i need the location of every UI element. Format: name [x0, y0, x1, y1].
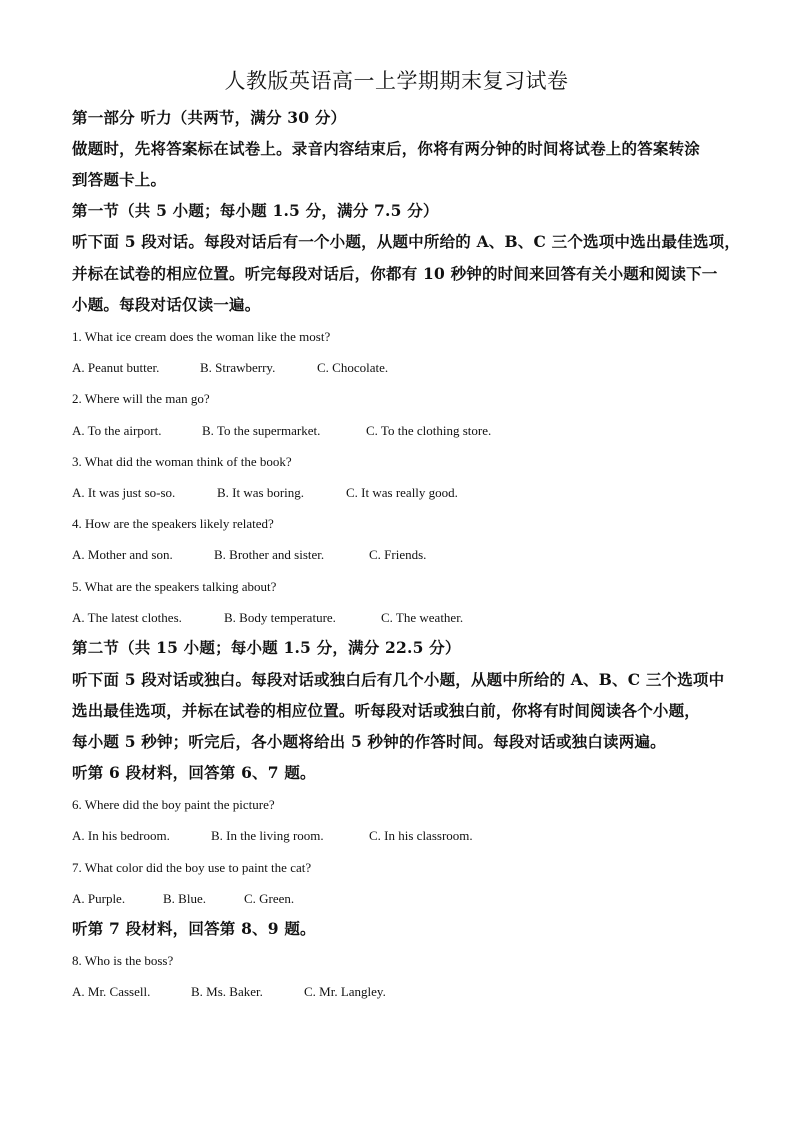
- option-a: A. To the airport.: [72, 423, 162, 438]
- option-a: A. In his bedroom.: [72, 828, 170, 843]
- option-row: [72, 609, 463, 627]
- material-heading: 听第 6 段材料，回答第 6、7 题。: [72, 763, 316, 782]
- question-text: 3. What did the woman think of the book?: [72, 454, 292, 469]
- option-c: C. Chocolate.: [317, 360, 389, 375]
- option-a: A. Peanut butter.: [72, 360, 160, 375]
- section2-instruction-line: 每小题 5 秒钟；听完后，各小题将给出 5 秒钟的作答时间。每段对话或独白读两遍。: [72, 732, 666, 751]
- question-text: 1. What ice cream does the woman like the most?: [72, 329, 331, 344]
- question-text: 4. How are the speakers likely related?: [72, 516, 274, 531]
- option-b: B. Strawberry.: [200, 360, 276, 375]
- option-c: C. Mr. Langley.: [304, 984, 386, 999]
- question-text: 2. Where will the man go?: [72, 391, 210, 406]
- option-b: B. Brother and sister.: [214, 547, 325, 562]
- option-b: B. Blue.: [163, 891, 206, 906]
- section1-instruction-line: 小题。每段对话仅读一遍。: [72, 295, 261, 314]
- option-a: A. Mother and son.: [72, 547, 173, 562]
- question-text: 7. What color did the boy use to paint the cat?: [72, 860, 312, 875]
- question-text: 5. What are the speakers talking about?: [72, 579, 277, 594]
- option-b: B. Ms. Baker.: [191, 984, 263, 999]
- option-row: [72, 546, 426, 564]
- question-text: 6. Where did the boy paint the picture?: [72, 797, 275, 812]
- section1-instruction-line: 并标在试卷的相应位置。听完每段对话后，你都有 10 秒钟的时间来回答有关小题和阅读下一: [72, 264, 718, 283]
- section1-heading: 第一节（共 5 小题；每小题 1.5 分，满分 7.5 分）: [72, 201, 439, 220]
- option-c: C. The weather.: [381, 610, 464, 625]
- option-c: C. Friends.: [369, 547, 427, 562]
- option-c: C. To the clothing store.: [366, 423, 492, 438]
- part1-heading: 第一部分 听力（共两节，满分 30 分）: [72, 108, 347, 127]
- option-c: C. In his classroom.: [369, 828, 473, 843]
- option-row: [72, 359, 388, 377]
- option-b: B. In the living room.: [211, 828, 324, 843]
- section1-instruction-line: 听下面 5 段对话。每段对话后有一个小题，从题中所给的 A、B、C 三个选项中选出最佳选项，: [72, 232, 741, 251]
- section2-instruction-line: 听下面 5 段对话或独白。每段对话或独白后有几个小题，从题中所给的 A、B、C 三个选项中: [72, 670, 725, 689]
- option-a: A. The latest clothes.: [72, 610, 182, 625]
- option-a: A. Mr. Cassell.: [72, 984, 151, 999]
- option-a: A. It was just so-so.: [72, 485, 176, 500]
- question-text: 8. Who is the boss?: [72, 953, 174, 968]
- option-row: [72, 422, 491, 440]
- option-b: B. To the supermarket.: [202, 423, 321, 438]
- option-b: B. It was boring.: [217, 485, 305, 500]
- option-row: [72, 890, 294, 908]
- option-b: B. Body temperature.: [224, 610, 336, 625]
- option-a: A. Purple.: [72, 891, 126, 906]
- option-c: C. Green.: [244, 891, 295, 906]
- material-heading: 听第 7 段材料，回答第 8、9 题。: [72, 919, 316, 938]
- option-c: C. It was really good.: [346, 485, 458, 500]
- section2-instruction-line: 选出最佳选项，并标在试卷的相应位置。听每段对话或独白前，你将有时间阅读各个小题，: [72, 701, 701, 720]
- part1-instruction-line: 做题时，先将答案标在试卷上。录音内容结束后，你将有两分钟的时间将试卷上的答案转涂: [72, 139, 701, 158]
- page-title: 人教版英语高一上学期期末复习试卷: [224, 69, 569, 93]
- option-row: [72, 983, 386, 1001]
- option-row: [72, 484, 458, 502]
- option-row: [72, 827, 473, 845]
- section2-heading: 第二节（共 15 小题；每小题 1.5 分，满分 22.5 分）: [72, 638, 461, 657]
- part1-instruction-line: 到答题卡上。: [72, 170, 167, 189]
